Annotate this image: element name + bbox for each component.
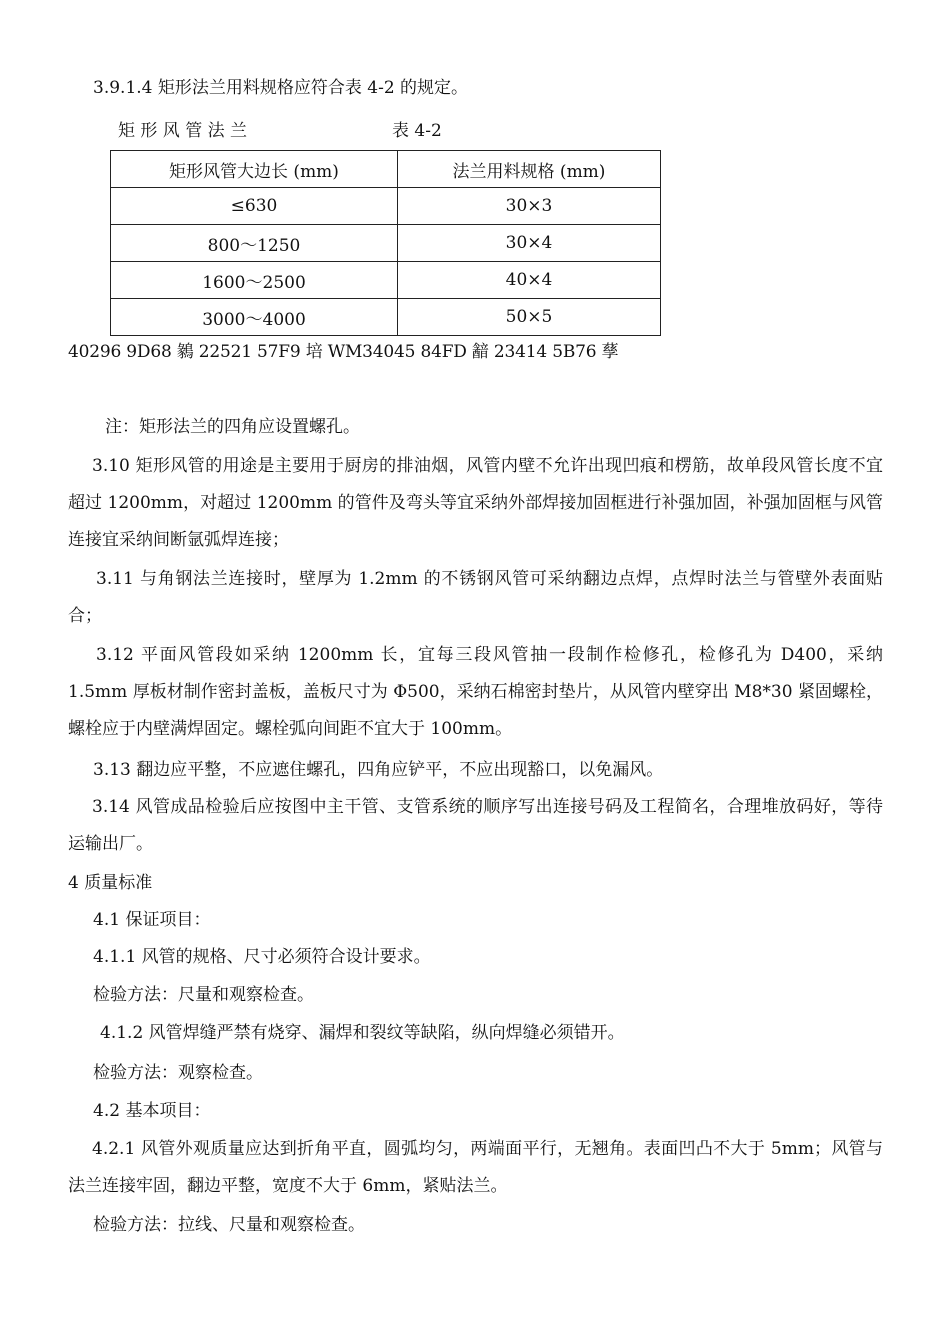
- clause-4-1-2: 4.1.2 风管焊缝严禁有烧穿、漏焊和裂纹等缺陷，纵向焊缝必须错开。: [100, 1023, 625, 1043]
- table-header-cell: 矩形风管大边长 (mm): [111, 151, 398, 188]
- table-note: 注：矩形法兰的四角应设置螺孔。: [105, 417, 360, 437]
- paragraph-text: 3.12 平面风管段如采纳 1200mm 长，宜每三段风管抽一段制作检修孔，检修孔为 D400，采纳 1.5mm 厚板材制作密封盖板，盖板尺寸为 Φ500，采纳石棉密封垫片，从风管内壁穿出 M8*30 紧固螺栓，螺栓应于内壁满焊固定。螺栓弧向间距不宜大于 100mm。: [68, 645, 883, 739]
- clause-3-11: [68, 561, 883, 635]
- clause-3-9-1-4: 3.9.1.4 矩形法兰用料规格应符合表 4-2 的规定。: [93, 78, 469, 98]
- clause-3-14: [68, 789, 883, 863]
- table-row: [111, 188, 661, 225]
- table-cell: 3000～4000: [111, 299, 398, 336]
- inspection-method: 检验方法：拉线、尺量和观察检查。: [93, 1215, 365, 1235]
- flange-spec-table: [110, 150, 661, 336]
- stray-code-line: 40296 9D68 鶨 22521 57F9 培 WM34045 84FD 韽 23414 5B76 孶: [68, 342, 619, 362]
- table-cell: 1600～2500: [111, 262, 398, 299]
- table-cell: ≤630: [111, 188, 398, 225]
- paragraph-text: 3.11 与角钢法兰连接时，壁厚为 1.2mm 的不锈钢风管可采纳翻边点焊，点焊时法兰与管壁外表面贴合；: [68, 569, 883, 626]
- paragraph-text: 3.14 风管成品检验后应按图中主干管、支管系统的顺序写出连接号码及工程简名，合理堆放码好，等待运输出厂。: [68, 797, 883, 854]
- table-title: 矩 形 风 管 法 兰: [118, 121, 248, 141]
- clause-3-10: [68, 448, 883, 559]
- table-cell: 40×4: [398, 262, 661, 299]
- clause-4-1: 4.1 保证项目：: [93, 910, 211, 930]
- clause-3-13: 3.13 翻边应平整，不应遮住螺孔，四角应铲平，不应出现豁口，以免漏风。: [93, 760, 664, 780]
- table-number: 表 4-2: [392, 121, 442, 141]
- section-4-heading: 4 质量标准: [68, 873, 153, 893]
- clause-4-2: 4.2 基本项目：: [93, 1101, 211, 1121]
- table-cell: 30×3: [398, 188, 661, 225]
- clause-4-1-1: 4.1.1 风管的规格、尺寸必须符合设计要求。: [93, 947, 431, 967]
- inspection-method: 检验方法：观察检查。: [93, 1063, 263, 1083]
- table-header-row: [111, 151, 661, 188]
- table-cell: 800～1250: [111, 225, 398, 262]
- table-row: [111, 225, 661, 262]
- clause-3-12: [68, 637, 883, 748]
- table-cell: 50×5: [398, 299, 661, 336]
- table-cell: 30×4: [398, 225, 661, 262]
- clause-4-2-1: [68, 1131, 883, 1205]
- table-row: [111, 262, 661, 299]
- table-row: [111, 299, 661, 336]
- table-header-cell: 法兰用料规格 (mm): [398, 151, 661, 188]
- paragraph-text: 3.10 矩形风管的用途是主要用于厨房的排油烟，风管内壁不允许出现凹痕和楞筋，故单段风管长度不宜超过 1200mm，对超过 1200mm 的管件及弯头等宜采纳外部焊接加固框进行补强加固，补强加固框与风管连接宜采纳间断氩弧焊连接；: [68, 456, 883, 550]
- paragraph-text: 4.2.1 风管外观质量应达到折角平直，圆弧均匀，两端面平行，无翘角。表面凹凸不大于 5mm；风管与法兰连接牢固，翻边平整，宽度不大于 6mm，紧贴法兰。: [68, 1139, 883, 1196]
- inspection-method: 检验方法：尺量和观察检查。: [93, 985, 314, 1005]
